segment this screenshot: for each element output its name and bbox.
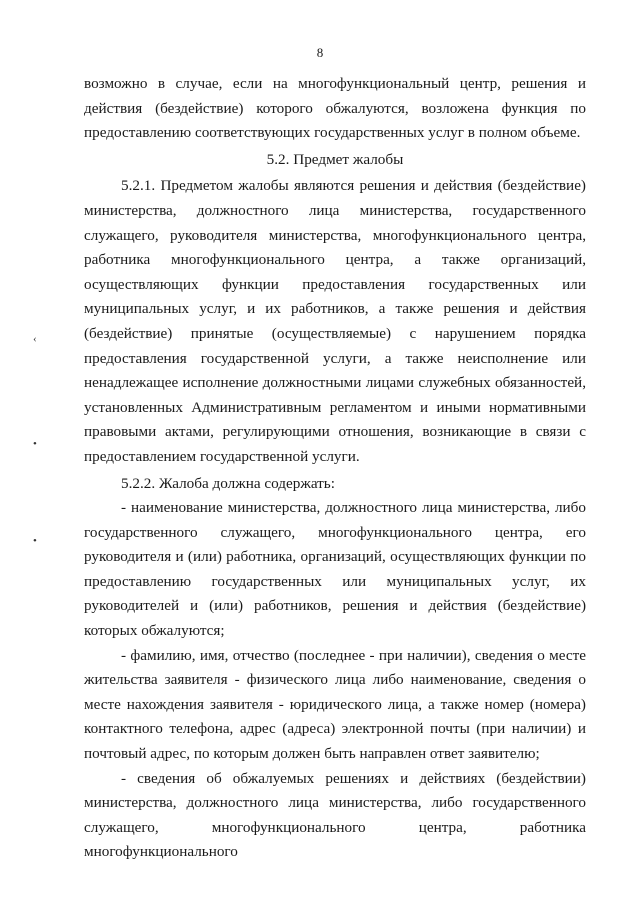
paragraph-5-2-1: 5.2.1. Предметом жалобы являются решения и действия (бездействие) министерства, должностного лица министерства, государственного служащего, руководителя министерства, многофункционального центра, работника многофункционального центра, а также организаций, осуществляющих функции предоставления государственных или муниципальных услуг, и их работников, а также решения и действия (бездействие) принятые (осуществляемые) с нарушением порядка предоставления государственной услуги, а также неисполнение или ненадлежащее исполнение должностными лицами служебных обязанностей, установленных Административным регламентом и иными нормативными правовыми актами, регулирующими отношения, возникающие в связи с предоставлением государственной услуги.: [84, 177, 586, 465]
scan-mark: •: [33, 535, 37, 547]
page-number: 8: [316, 45, 324, 60]
section-heading: 5.2. Предмет жалобы: [266, 150, 404, 168]
document-body: [84, 72, 586, 865]
list-item-appealed-decisions: - сведения об обжалуемых решениях и действиях (бездействии) министерства, должностного лица министерства, либо государственного служащего, многофункционального центра, работника многофункционального: [84, 769, 586, 861]
scan-mark: ‹: [33, 333, 37, 345]
paragraph-continuation: возможно в случае, если на многофункциональный центр, решения и действия (бездействие) которого обжалуются, возложена функция по предоставлению соответствующих государственных услуг в полном объеме.: [84, 75, 586, 142]
paragraph-5-2-2: 5.2.2. Жалоба должна содержать:: [121, 474, 335, 492]
list-item-applicant-details: - фамилию, имя, отчество (последнее - при наличии), сведения о месте жительства заявителя - физического лица либо наименование, сведения о месте нахождения заявителя - юридического лица, а также номер (номера) контактного телефона, адрес (адреса) электронной почты (при наличии) и почтовый адрес, по которым должен быть направлен ответ заявителю;: [84, 646, 586, 763]
scan-mark: •: [33, 438, 37, 450]
list-item-ministry-name: - наименование министерства, должностного лица министерства, либо государственного служащего, многофункционального центра, его руководителя и (или) работника, организаций, осуществляющих функции по предоставлению государственных или муниципальных услуг, их руководителей и (или) работников, решения и действия (бездействие) которых обжалуются;: [84, 499, 586, 640]
